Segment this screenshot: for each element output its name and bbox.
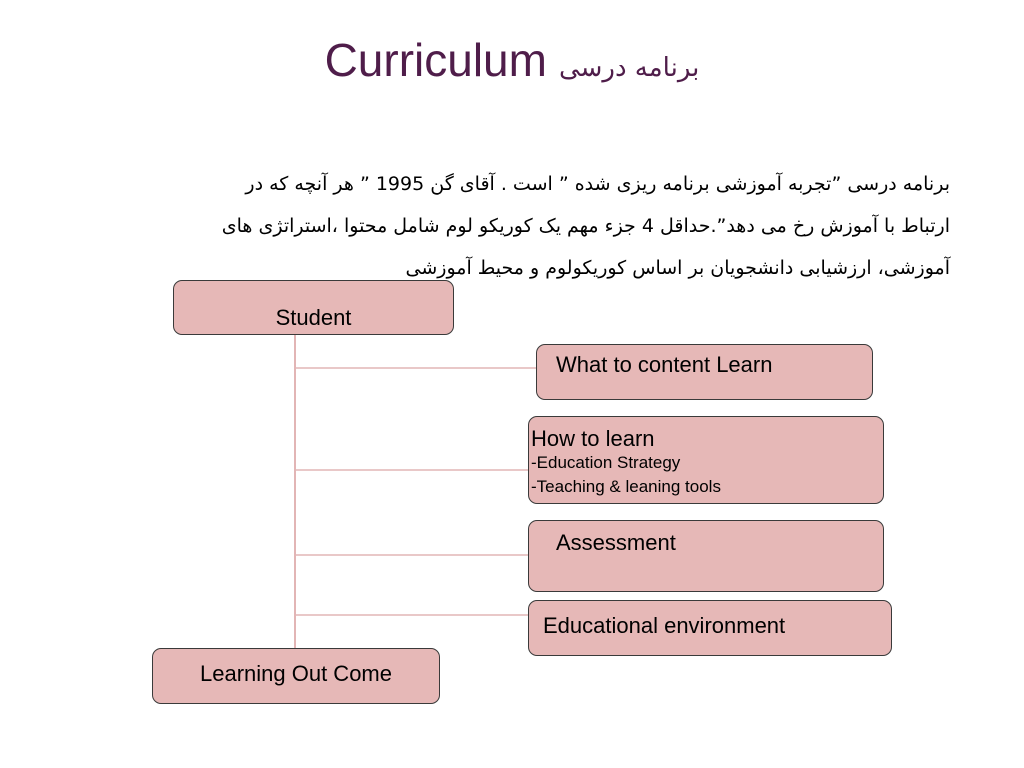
- student-node: [173, 280, 454, 335]
- how-to-learn-label: How to learn: [531, 426, 655, 451]
- what-to-learn-node: [536, 344, 873, 400]
- teaching-tools-item: -Teaching & leaning tools: [531, 477, 721, 496]
- paragraph-line-2: ارتباط با آموزش رخ می دهد”.حداقل 4 جزء مهم یک کوریکو لوم شامل محتوا ،استراتژی های: [221, 215, 950, 237]
- environment-node: [528, 600, 892, 656]
- education-strategy-item: -Education Strategy: [531, 453, 681, 472]
- what-to-learn-label: What to content Learn: [556, 352, 773, 377]
- title-persian: برنامه درسی: [558, 53, 700, 83]
- assessment-node: [528, 520, 884, 592]
- learning-outcome-node: [152, 648, 440, 704]
- title-english: Curriculum: [324, 34, 547, 86]
- environment-label: Educational environment: [543, 613, 786, 638]
- how-to-learn-node: [528, 416, 884, 504]
- student-label: Student: [275, 305, 352, 330]
- assessment-label: Assessment: [556, 530, 676, 555]
- paragraph-line-1: برنامه درسی ”تجربه آموزشی برنامه ریزی شده ” است . آقای گن 1995 ” هر آنچه که در: [245, 173, 950, 195]
- paragraph-line-3: آموزشی، ارزشیابی دانشجویان بر اساس کوریکولوم و محیط آموزشی: [405, 257, 950, 279]
- learning-outcome-label: Learning Out Come: [200, 661, 392, 686]
